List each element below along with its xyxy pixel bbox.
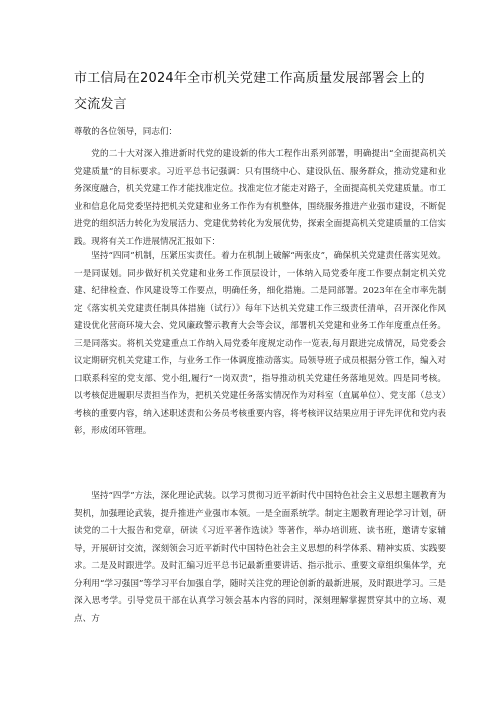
- document-title: 市工信局在2024年全市机关党建工作高质量发展部署会上的交流发言: [74, 71, 425, 112]
- paragraph-intro: 党的二十大对深入推进新时代党的建设新的伟大工程作出系列部署，明确提出“全面提高机关党建质量”的目标要求。习近平总书记强调：只有围绕中心、建设队伍、服务群众，推动党建和业务深度融合，机关党建工作才能找准定位。找准定位才能走对路子，全面提高机关党建质量。市工业和信息化局党委坚持把机关党建和业务工作作为有机整体，围绕服务推进产业强市建设，不断促进党的组织活力转化为发展活力、党建优势转化为发展优势，探索全面提高机关党建质量的工信实践。现将有关工作进展情况汇报如下：: [74, 149, 446, 247]
- paragraph-four-mechanisms: 坚持“四同”机制，压紧压实责任。着力在机制上破解“两张皮”，确保机关党建责任落实见效。一是同谋划。同步做好机关党建和业务工作顶层设计，一体纳入局党委年度工作要点制定机关党建、纪律检查、作风建设等工作要点，明确任务，细化措施。二是同部署。2023年在全市率先制定《落实机关党建责任制具体措施（试行）》每年下达机关党建工作三级责任清单，召开深化作风建设优化营商环境大会、党风廉政警示教育大会等会议，部署机关党建和业务工作年度重点任务。三是同落实。将机关党建重点工作纳入局党委年度规定动作一览表,每月跟进完成情况，局党委会议定期研究机关党建工作，与业务工作一体调度推动落实。局领导班子成员根据分管工作，编入对口联系科室的党支部、党小组,履行“一岗双责”，指导推动机关党建任务落地见效。四是同考核。以考核促进履职尽责担当作为，把机关党建任务落实情况作为对科室（直属单位）、党支部（总支）考核的重要内容，纳入述职述责和公务员考核重要内容，将考核评议结果应用于评先评优和党内表彰，形成闭环管理。: [74, 251, 446, 436]
- greeting: 尊敬的各位领导，同志们：: [74, 127, 178, 137]
- paragraph-four-learning: 坚持“四学”方法，深化理论武装。以学习贯彻习近平新时代中国特色社会主义思想主题教育为契机，加强理论武装，提升推进产业强市本领。一是全面系统学。制定主题教育理论学习计划，研读党的二十大报告和党章，研读《习近平著作选读》等著作，举办培训班、读书班，邀请专家辅导，开展研讨交流，深刻领会习近平新时代中国特色社会主义思想的科学体系、精神实质、实践要求。二是及时跟进学。及时汇编习近平总书记最新重要讲话、指示批示、重要文章组织集体学，充分利用“学习强国”等学习平台加强自学，随时关注党的理论创新的最新进展，及时跟进学习。三是深入思考学。引导党员干部在认真学习领会基本内容的同时，深刻理解掌握贯穿其中的立场、观点、方: [74, 491, 446, 624]
